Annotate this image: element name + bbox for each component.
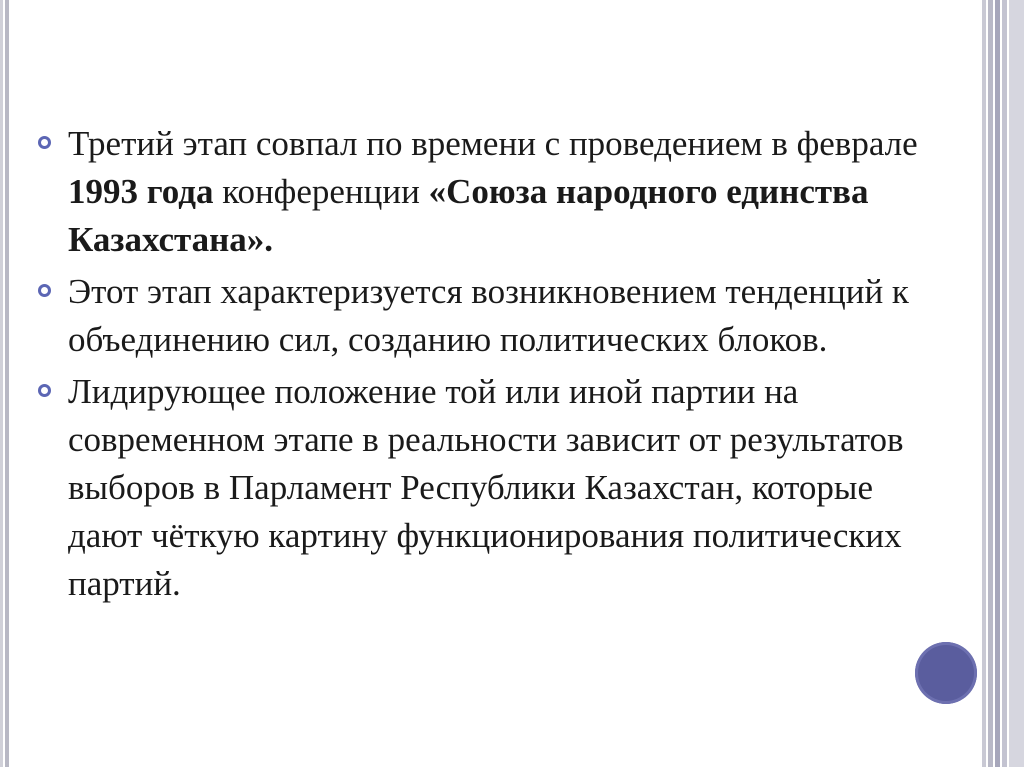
decorative-circle-icon: [915, 642, 977, 704]
bullet-3-text: Лидирующее положение той или иной партии на современном этапе в реальности зависит от результатов выборов в Парламент Республики Казахстан, которые дают чёткую картину функционирования политических партий.: [68, 372, 904, 603]
bullet-2-text: Этот этап характеризуется возникновением тенденций к объединению сил, созданию политических блоков.: [68, 272, 909, 359]
bullet-item-1: [36, 120, 956, 264]
bullet-item-3: [36, 368, 956, 608]
right-border-decoration: [980, 0, 1024, 767]
bullet-1-bold-organization: «Союза народного единства Казахстана».: [68, 172, 869, 259]
bullet-ring-icon: [38, 284, 51, 297]
bullet-1-bold-year: 1993 года: [68, 172, 214, 211]
slide-content: [36, 120, 956, 612]
bullet-item-2: [36, 268, 956, 364]
bullet-1-text-a: Третий этап совпал по времени с проведением в феврале: [68, 124, 918, 163]
bullet-ring-icon: [38, 384, 51, 397]
left-border-decoration: [0, 0, 9, 767]
bullet-ring-icon: [38, 136, 51, 149]
bullet-1-text-b: конференции: [213, 172, 429, 211]
